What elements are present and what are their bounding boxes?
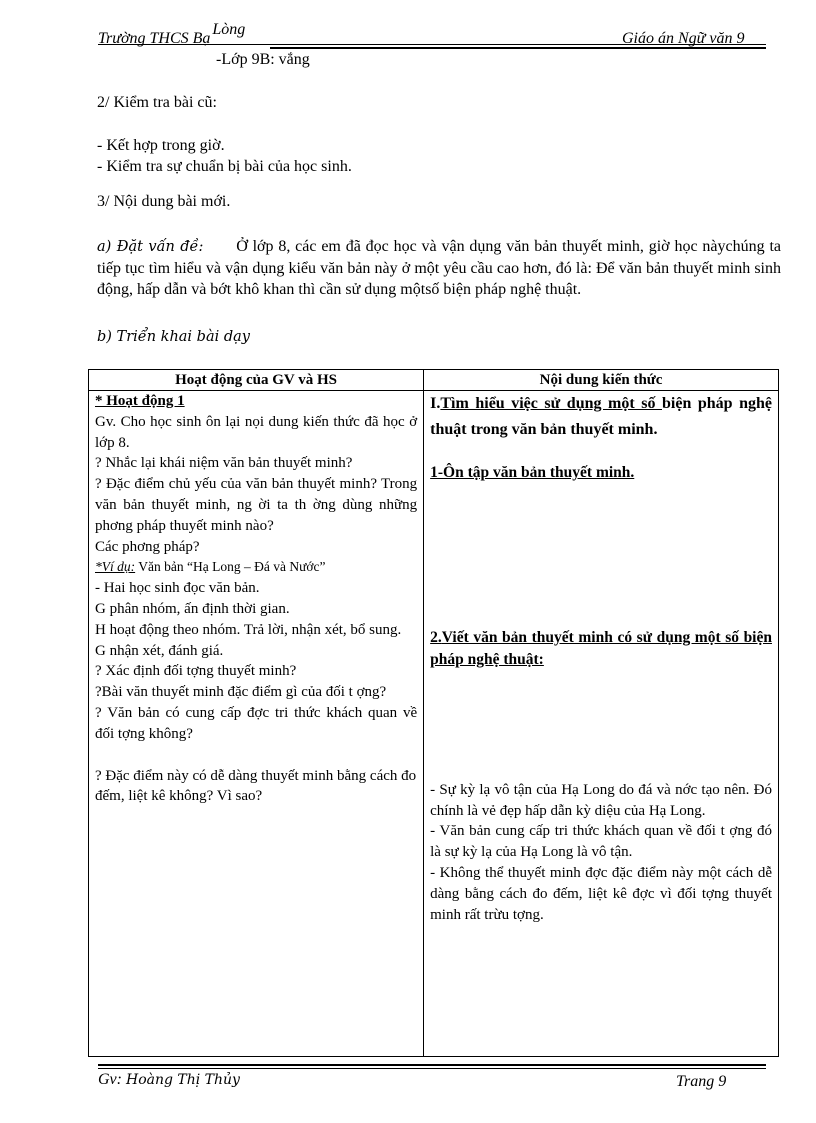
left-line-5: - Hai học sinh đọc văn bản. [95, 580, 260, 597]
footer-rule-thin [98, 1068, 766, 1069]
header-school-sup: Lòng [212, 21, 246, 38]
answer-2: - Văn bản cung cấp tri thức khách quan về đối t ợng đó là sự kỳ lạ của Hạ Long là vô tận. [430, 823, 772, 861]
left-line-1: Gv. Cho học sinh ôn lại nọi dung kiến thức đã học ở lớp 8. [95, 413, 418, 451]
example-text: Văn bản “Hạ Long – Đá và Nước” [135, 559, 326, 575]
heading-underlined: Tìm hiểu việc sử dụng một số [440, 395, 662, 412]
section-3-title: 3/ Nội dung bài mới. [97, 193, 231, 210]
left-line-11: ? Văn bản có cung cấp đợc tri thức khách quan về đối tợng không? [95, 704, 418, 742]
intro-text: Ở lớp 8, các em đã đọc học và vận dụng văn bản thuyết minh, giờ học nàychúng ta tiếp tục tìm hiểu và vận dụng kiểu văn bản này ở một yêu cầu cao hơn, đó là: Để văn bản thuyết minh sinh động, hấp dẫn và bớt khô khan thì cần sử dụng mộtsố biện pháp nghệ thuật. [97, 238, 782, 298]
heading-roman: I. [430, 395, 441, 412]
knowledge-cell [424, 391, 779, 1057]
left-line-4: Các phơng pháp? [95, 538, 200, 555]
subheading-2-num: 2. [430, 628, 442, 646]
subsection-b-title: b) Triển khai bài dạy [97, 329, 250, 345]
intro-paragraph [97, 236, 781, 300]
footer-teacher [98, 1071, 240, 1089]
activities-cell [89, 391, 424, 1057]
footer-rule [98, 1064, 766, 1066]
col-header-knowledge: Nội dung kiến thức [424, 370, 779, 391]
lesson-table [88, 369, 779, 1057]
example-label: *Ví dụ: [95, 559, 136, 575]
col-header-activities: Hoạt động của GV và HS [89, 370, 424, 391]
example-line [95, 557, 417, 578]
left-line-6: G phân nhóm, ấn định thời gian. [95, 600, 290, 617]
left-line-3: ? Đặc điểm chủ yếu của văn bản thuyết minh? Trong văn bản thuyết minh, ng ời ta th ờng dùng những phơng pháp thuyết minh nào? [95, 476, 418, 534]
table-header-row [89, 370, 779, 391]
left-line-8: G nhận xét, đánh giá. [95, 642, 224, 659]
left-line-7: H hoạt động theo nhóm. Trả lời, nhận xét, bổ sung. [95, 621, 402, 638]
check-item-2: - Kiểm tra sự chuẩn bị bài của học sinh. [97, 158, 352, 175]
absent-line: -Lớp 9B: vắng [216, 51, 310, 68]
header-school-name: Trường THCS Bạ [98, 30, 211, 47]
subheading-2-text: Viết văn bản thuyết minh có sử dụng một số biện pháp nghệ thuật: [430, 628, 772, 668]
answer-1: - Sự kỳ lạ vô tận của Hạ Long do đá và nớc tạo nên. Đó chính là vẻ đẹp hấp dẫn kỳ diệu của Hạ Long. [430, 781, 772, 819]
answer-3: - Không thể thuyết minh đợc đặc điểm này một cách dễ dàng bằng cách đo đếm, liệt kê đợc vì đối tợng thuyết minh rất trừu tợng. [430, 864, 772, 923]
left-line-10: ?Bài văn thuyết minh đặc điểm gì của đối t ợng? [95, 684, 387, 701]
header-rule-thick [270, 47, 766, 49]
table-body-row [89, 391, 779, 1057]
teacher-name: Hoàng Thị Thủy [125, 1072, 240, 1088]
teacher-prefix: Gv: [98, 1071, 122, 1088]
section-2-title: 2/ Kiểm tra bài cũ: [97, 94, 217, 111]
left-line-9: ? Xác định đối tợng thuyết minh? [95, 663, 297, 680]
subheading-2 [430, 627, 772, 671]
left-line-12: ? Đặc điểm này có dễ dàng thuyết minh bằng cách đo đếm, liệt kê không? Vì sao? [95, 767, 417, 805]
section-heading-1 [430, 391, 772, 443]
heading-rest: biện pháp nghệ thuật trong văn bản thuyết minh. [430, 395, 773, 438]
header-school [98, 21, 246, 48]
page-number: Trang 9 [676, 1073, 727, 1090]
activity-title: * Hoạt động 1 [95, 393, 185, 409]
header-subject: Giáo án Ngữ văn 9 [622, 30, 745, 47]
check-item-1: - Kết hợp trong giờ. [97, 137, 225, 154]
header-rule [98, 44, 766, 45]
subheading-1: 1-Ôn tập văn bản thuyết minh. [430, 464, 635, 481]
intro-label: a) Đặt vấn đề: [97, 239, 204, 255]
left-line-2: ? Nhắc lại khái niệm văn bản thuyết minh? [95, 455, 353, 472]
